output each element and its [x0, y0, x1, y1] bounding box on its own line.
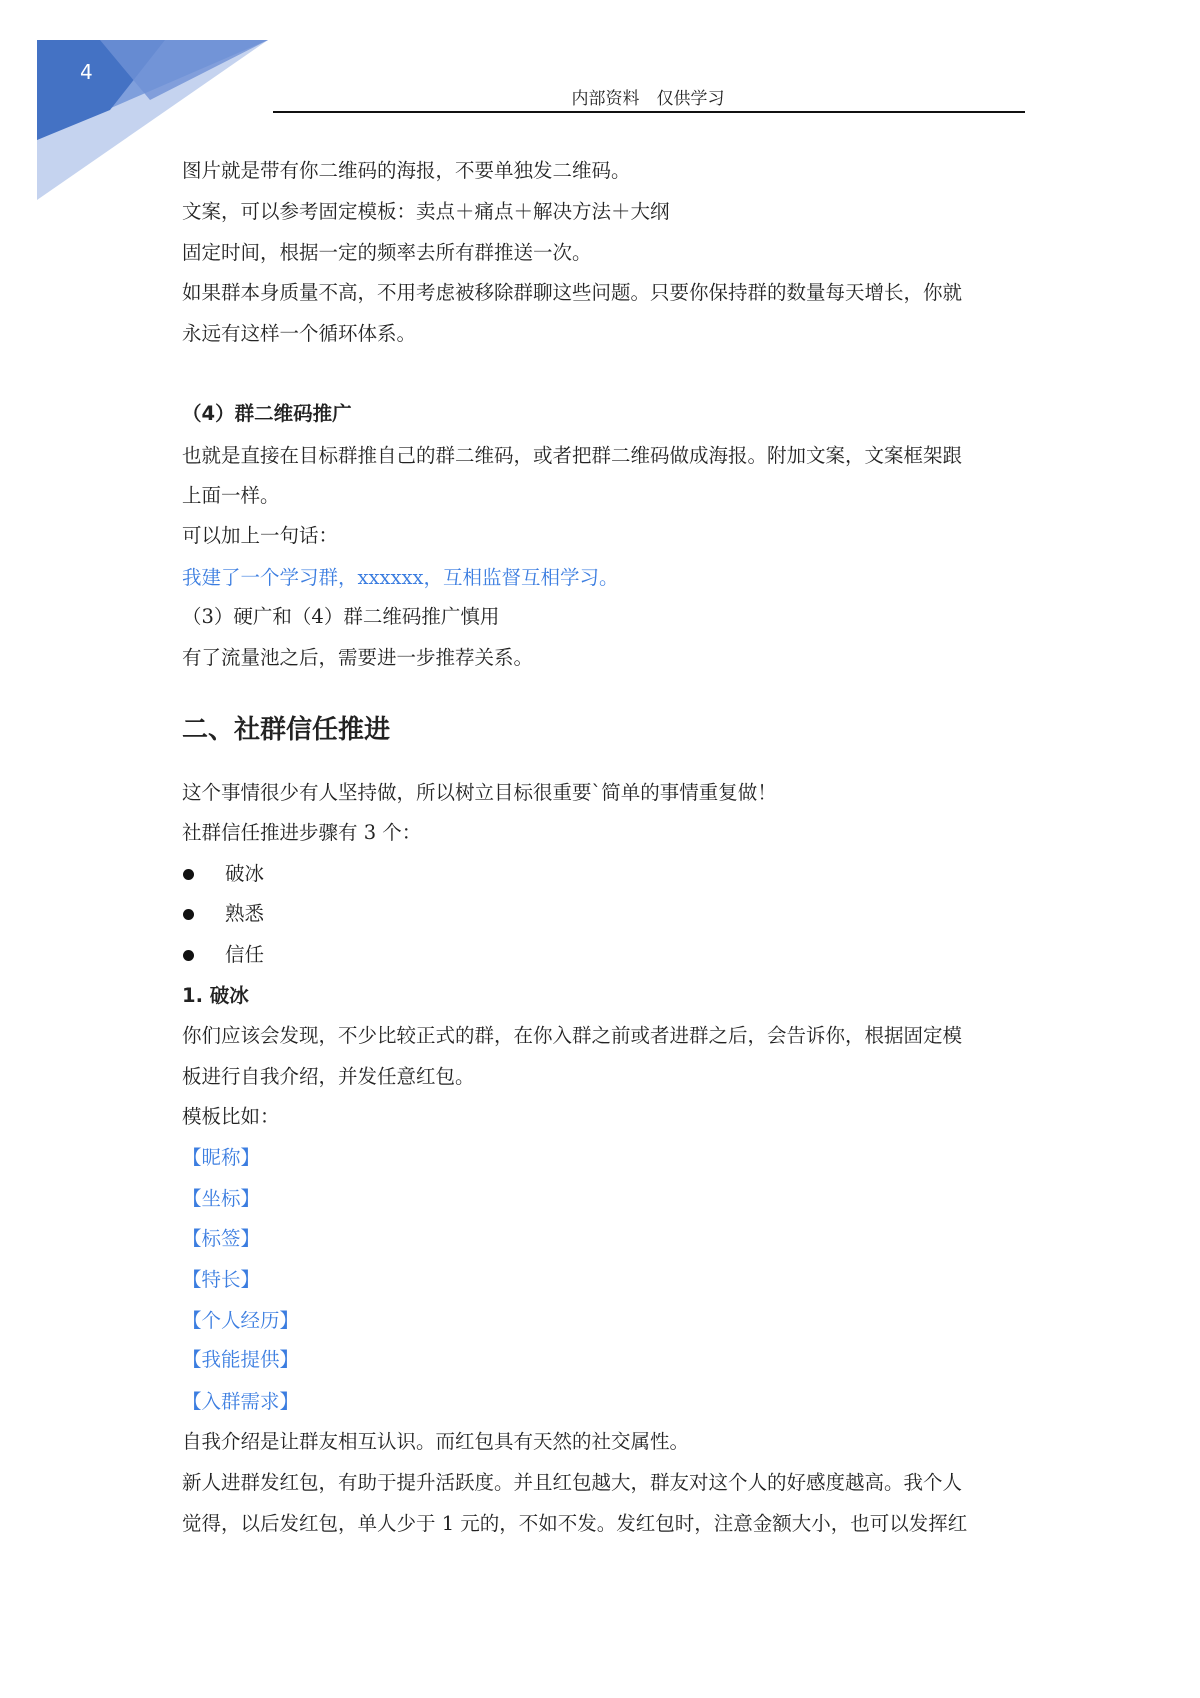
paragraph: 觉得，以后发红包，单人少于 1 元的，不如不发。发红包时，注意金额大小，也可以发挥红: [182, 1512, 968, 1535]
running-header: 内部资料 仅供学习: [571, 89, 725, 109]
template-item: 【昵称】: [182, 1146, 261, 1169]
paragraph: 可以加上一句话：: [182, 524, 339, 547]
paragraph: 文案，可以参考固定模板：卖点＋痛点＋解决方法＋大纲: [182, 200, 670, 223]
bullet-icon: [183, 909, 194, 920]
paragraph: 板进行自我介绍，并发任意红包。: [182, 1065, 475, 1088]
paragraph: 模板比如：: [182, 1105, 280, 1128]
list-item: 熟悉: [225, 902, 265, 925]
paragraph: 社群信任推进步骤有 3 个：: [182, 821, 422, 844]
paragraph: （3）硬广和（4）群二维码推广慎用: [182, 605, 500, 628]
paragraph: 也就是直接在目标群推自己的群二维码，或者把群二维码做成海报。附加文案，文案框架跟: [182, 444, 963, 467]
paragraph: 如果群本身质量不高，不用考虑被移除群聊这些问题。只要你保持群的数量每天增长，你就: [182, 281, 963, 304]
paragraph: 自我介绍是让群友相互认识。而红包具有天然的社交属性。: [182, 1430, 690, 1453]
template-item: 【坐标】: [182, 1187, 261, 1210]
paragraph: 有了流量池之后，需要进一步推荐关系。: [182, 646, 534, 669]
page-number: 4: [80, 60, 93, 84]
subheading: （4）群二维码推广: [182, 402, 352, 425]
paragraph: 图片就是带有你二维码的海报，不要单独发二维码。: [182, 159, 631, 182]
bullet-icon: [183, 950, 194, 961]
header-rule: [273, 111, 1025, 113]
paragraph: 你们应该会发现，不少比较正式的群，在你入群之前或者进群之后，会告诉你，根据固定模: [182, 1024, 963, 1047]
section-heading: 二、社群信任推进: [182, 715, 391, 745]
bullet-icon: [183, 869, 194, 880]
paragraph: 这个事情很少有人坚持做，所以树立目标很重要`简单的事情重复做！: [182, 781, 777, 804]
paragraph: 新人进群发红包，有助于提升活跃度。并且红包越大，群友对这个人的好感度越高。我个人: [182, 1471, 963, 1494]
list-item: 破冰: [225, 862, 265, 885]
template-item: 【入群需求】: [182, 1390, 300, 1413]
template-item: 【标签】: [182, 1227, 261, 1250]
paragraph: 永远有这样一个循环体系。: [182, 322, 417, 345]
example-sentence: 我建了一个学习群，xxxxxx，互相监督互相学习。: [182, 566, 619, 589]
template-item: 【个人经历】: [182, 1309, 300, 1332]
list-item: 信任: [225, 943, 265, 966]
template-item: 【我能提供】: [182, 1348, 300, 1371]
template-item: 【特长】: [182, 1268, 261, 1291]
subheading: 1. 破冰: [182, 984, 249, 1007]
paragraph: 上面一样。: [182, 484, 280, 507]
paragraph: 固定时间，根据一定的频率去所有群推送一次。: [182, 241, 592, 264]
